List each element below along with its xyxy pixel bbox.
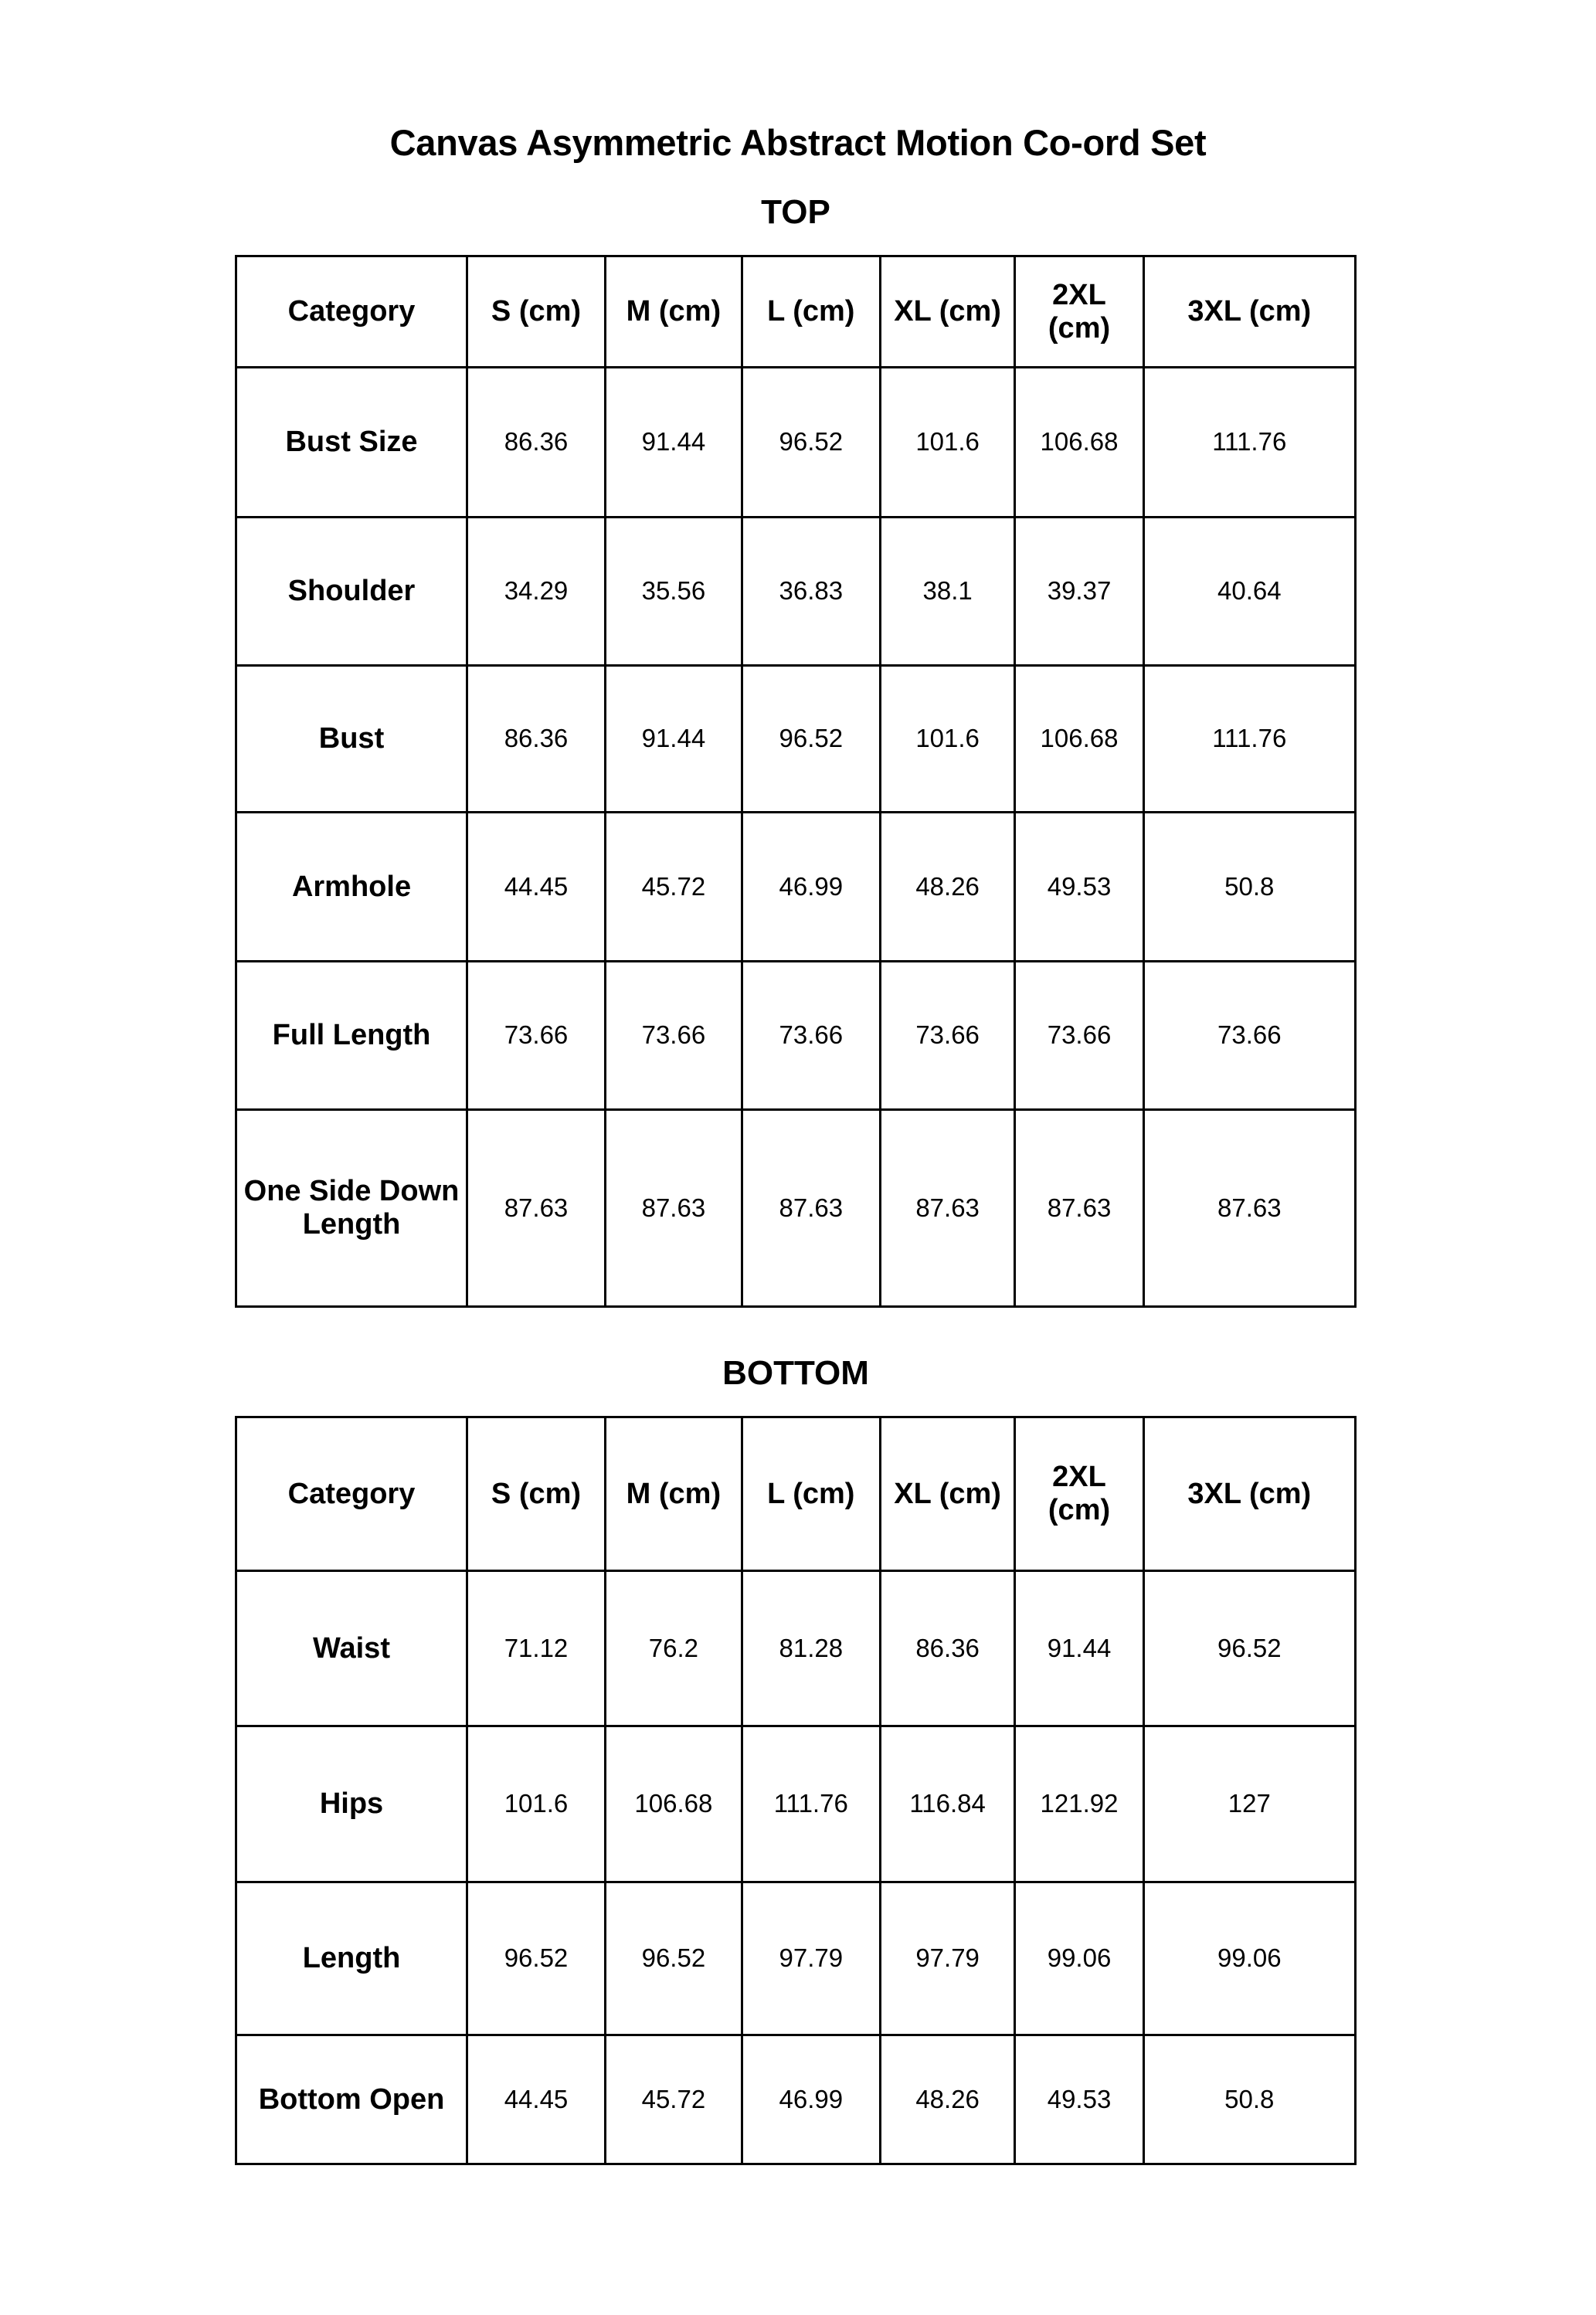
cell-value: 36.83 xyxy=(742,518,880,666)
cell-value: 91.44 xyxy=(605,666,742,813)
cell-value: 48.26 xyxy=(880,2035,1015,2164)
cell-value: 73.66 xyxy=(742,962,880,1110)
table-row xyxy=(236,368,1356,518)
column-header-category: Category xyxy=(236,256,467,368)
cell-value: 106.68 xyxy=(1015,368,1143,518)
cell-value: 96.52 xyxy=(742,666,880,813)
table-row xyxy=(236,666,1356,813)
table-header-row xyxy=(236,256,1356,368)
cell-value: 111.76 xyxy=(742,1726,880,1882)
table-header-row xyxy=(236,1417,1356,1571)
cell-value: 86.36 xyxy=(880,1571,1015,1726)
column-header-xl: XL (cm) xyxy=(880,1417,1015,1571)
cell-value: 96.52 xyxy=(742,368,880,518)
cell-value: 91.44 xyxy=(605,368,742,518)
table-row xyxy=(236,1882,1356,2035)
cell-value: 73.66 xyxy=(880,962,1015,1110)
cell-value: 44.45 xyxy=(467,2035,606,2164)
cell-value: 87.63 xyxy=(1015,1110,1143,1307)
cell-value: 81.28 xyxy=(742,1571,880,1726)
cell-value: 87.63 xyxy=(880,1110,1015,1307)
table-row xyxy=(236,962,1356,1110)
cell-value: 87.63 xyxy=(605,1110,742,1307)
column-header-m: M (cm) xyxy=(605,256,742,368)
cell-value: 106.68 xyxy=(1015,666,1143,813)
cell-value: 49.53 xyxy=(1015,813,1143,962)
table-row xyxy=(236,518,1356,666)
cell-value: 86.36 xyxy=(467,368,606,518)
cell-value: 73.66 xyxy=(605,962,742,1110)
table-row xyxy=(236,1571,1356,1726)
cell-value: 73.66 xyxy=(1143,962,1355,1110)
size-table-bottom xyxy=(235,1416,1357,2165)
column-header-2xl: 2XL (cm) xyxy=(1015,256,1143,368)
cell-value: 97.79 xyxy=(742,1882,880,2035)
column-header-category: Category xyxy=(236,1417,467,1571)
table-row xyxy=(236,1110,1356,1307)
column-header-l: L (cm) xyxy=(742,256,880,368)
cell-value: 50.8 xyxy=(1143,2035,1355,2164)
cell-value: 99.06 xyxy=(1015,1882,1143,2035)
cell-value: 50.8 xyxy=(1143,813,1355,962)
cell-value: 106.68 xyxy=(605,1726,742,1882)
table-row xyxy=(236,2035,1356,2164)
cell-value: 76.2 xyxy=(605,1571,742,1726)
cell-value: 111.76 xyxy=(1143,666,1355,813)
cell-value: 44.45 xyxy=(467,813,606,962)
column-header-2xl: 2XL (cm) xyxy=(1015,1417,1143,1571)
cell-value: 87.63 xyxy=(467,1110,606,1307)
cell-value: 49.53 xyxy=(1015,2035,1143,2164)
column-header-m: M (cm) xyxy=(605,1417,742,1571)
row-label: Bottom Open xyxy=(236,2035,467,2164)
column-header-s: S (cm) xyxy=(467,1417,606,1571)
table-row xyxy=(236,1726,1356,1882)
cell-value: 96.52 xyxy=(605,1882,742,2035)
table-row xyxy=(236,813,1356,962)
page-title: Canvas Asymmetric Abstract Motion Co-ord Set xyxy=(389,122,1207,163)
column-header-xl: XL (cm) xyxy=(880,256,1015,368)
section-caption-top: TOP xyxy=(761,193,830,231)
cell-value: 87.63 xyxy=(1143,1110,1355,1307)
column-header-l: L (cm) xyxy=(742,1417,880,1571)
column-header-3xl: 3XL (cm) xyxy=(1143,256,1355,368)
cell-value: 35.56 xyxy=(605,518,742,666)
cell-value: 40.64 xyxy=(1143,518,1355,666)
row-label: Bust xyxy=(236,666,467,813)
cell-value: 34.29 xyxy=(467,518,606,666)
section-caption-bottom: BOTTOM xyxy=(722,1354,869,1392)
row-label: Full Length xyxy=(236,962,467,1110)
row-label: Bust Size xyxy=(236,368,467,518)
cell-value: 45.72 xyxy=(605,2035,742,2164)
size-table-top xyxy=(235,255,1357,1308)
cell-value: 91.44 xyxy=(1015,1571,1143,1726)
column-header-3xl: 3XL (cm) xyxy=(1143,1417,1355,1571)
cell-value: 38.1 xyxy=(880,518,1015,666)
cell-value: 48.26 xyxy=(880,813,1015,962)
cell-value: 73.66 xyxy=(467,962,606,1110)
row-label: Armhole xyxy=(236,813,467,962)
cell-value: 101.6 xyxy=(880,368,1015,518)
cell-value: 96.52 xyxy=(467,1882,606,2035)
row-label: Hips xyxy=(236,1726,467,1882)
cell-value: 39.37 xyxy=(1015,518,1143,666)
cell-value: 127 xyxy=(1143,1726,1355,1882)
cell-value: 73.66 xyxy=(1015,962,1143,1110)
cell-value: 96.52 xyxy=(1143,1571,1355,1726)
cell-value: 97.79 xyxy=(880,1882,1015,2035)
cell-value: 86.36 xyxy=(467,666,606,813)
cell-value: 116.84 xyxy=(880,1726,1015,1882)
cell-value: 99.06 xyxy=(1143,1882,1355,2035)
cell-value: 46.99 xyxy=(742,2035,880,2164)
cell-value: 101.6 xyxy=(467,1726,606,1882)
cell-value: 45.72 xyxy=(605,813,742,962)
cell-value: 121.92 xyxy=(1015,1726,1143,1882)
cell-value: 101.6 xyxy=(880,666,1015,813)
cell-value: 111.76 xyxy=(1143,368,1355,518)
row-label: Length xyxy=(236,1882,467,2035)
cell-value: 46.99 xyxy=(742,813,880,962)
row-label: Shoulder xyxy=(236,518,467,666)
column-header-s: S (cm) xyxy=(467,256,606,368)
row-label: One Side Down Length xyxy=(236,1110,467,1307)
cell-value: 71.12 xyxy=(467,1571,606,1726)
cell-value: 87.63 xyxy=(742,1110,880,1307)
row-label: Waist xyxy=(236,1571,467,1726)
